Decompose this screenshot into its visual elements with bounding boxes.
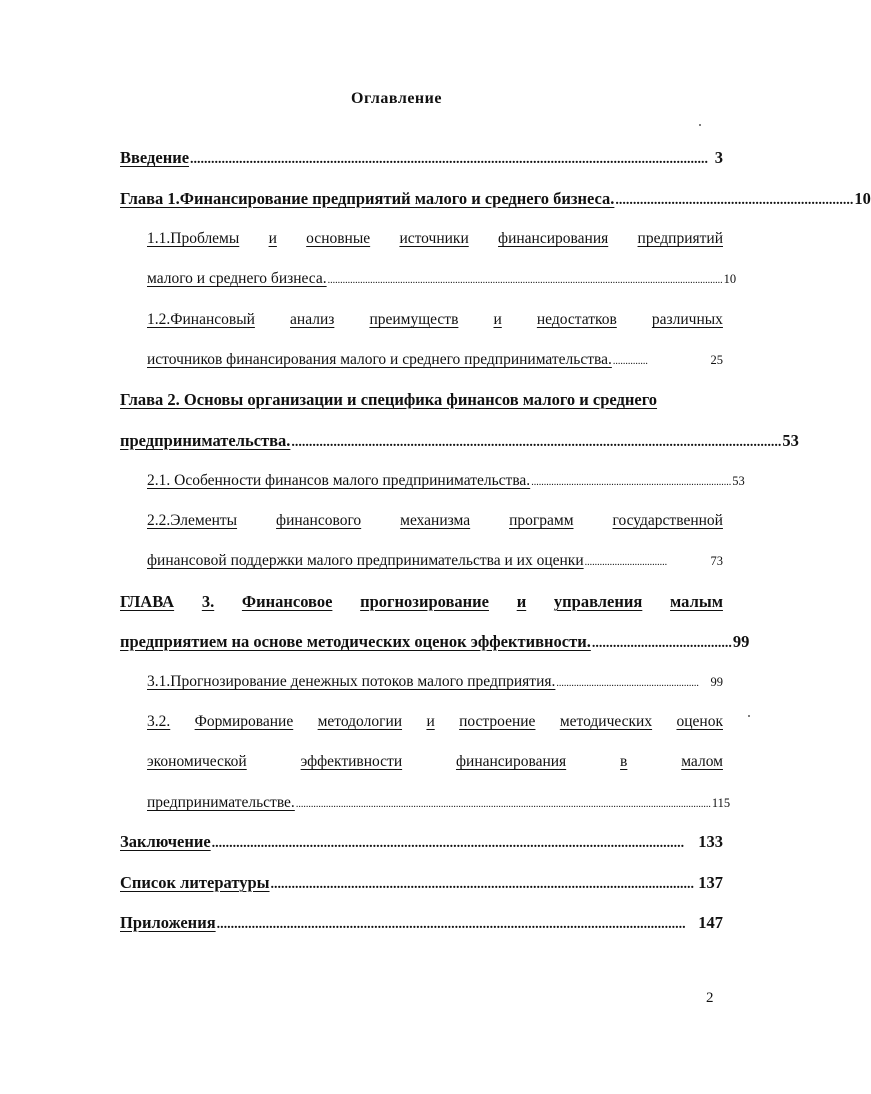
toc-entry-label: Глава 1.Финансирование предприятий малого и среднего бизнеса.	[120, 189, 615, 208]
toc-entry-label: источников финансирования малого и среднего предпринимательства.	[147, 351, 612, 368]
toc-word: 1.1.Проблемы	[147, 230, 240, 247]
toc-entry-label: финансовой поддержки малого предпринимательства и их оценки	[147, 552, 584, 569]
toc-word: и	[268, 230, 277, 247]
toc-word: Формирование	[194, 713, 294, 730]
dot-leader: ..............	[612, 356, 648, 367]
toc-page-number: 10	[854, 189, 871, 208]
toc-entry-label: Список литературы	[120, 873, 270, 892]
toc-entry-section-2-2-line1[interactable]	[147, 512, 723, 530]
toc-word: финансового	[276, 512, 362, 529]
page-title: Оглавление	[351, 90, 442, 107]
toc-entry-chapter-2-line1[interactable]	[120, 390, 723, 410]
toc-entry-label: 3.1.Прогнозирование денежных потоков малого предприятия.	[147, 673, 556, 690]
toc-word: основные	[306, 230, 371, 247]
toc-page-number: 147	[698, 913, 723, 932]
toc-word: финансирования	[455, 753, 567, 770]
toc-word: 3.	[201, 592, 215, 611]
toc-word: 3.2.	[147, 713, 171, 730]
toc-entry-section-1-2-line1[interactable]	[147, 311, 723, 329]
toc-entry-chapter-1[interactable]	[120, 189, 871, 209]
toc-word: и	[493, 311, 502, 328]
toc-word: методологии	[317, 713, 403, 730]
toc-entry-section-3-2-line3[interactable]	[147, 794, 731, 812]
toc-entry-label: малого и среднего бизнеса.	[147, 270, 327, 287]
toc-page-number: 115	[711, 796, 731, 810]
toc-word: управления	[553, 592, 643, 611]
toc-word: прогнозирование	[360, 592, 489, 611]
toc-entry-section-1-1-line2[interactable]	[147, 270, 737, 288]
toc-word: анализ	[290, 311, 335, 328]
dot-leader: ........................................	[591, 636, 732, 651]
toc-entry-section-1-1-line1[interactable]	[147, 230, 723, 248]
toc-word: Финансовое	[241, 592, 333, 611]
toc-word: 1.2.Финансовый	[147, 311, 255, 328]
toc-word: и	[516, 592, 527, 611]
dot-leader: ....................................................................................................................................................	[190, 152, 709, 167]
toc-page-number: 137	[698, 873, 723, 892]
toc-entry-chapter-3-line1[interactable]	[120, 592, 723, 612]
dot-leader: .......................................................................................................................................	[211, 836, 685, 851]
toc-entry-label: Глава 2. Основы организации и специфика финансов малого и среднего	[120, 390, 658, 409]
toc-entry-section-3-1[interactable]	[147, 673, 723, 691]
toc-entry-chapter-2-line2[interactable]	[120, 431, 799, 451]
dot-leader: .........................................................	[556, 678, 699, 689]
toc-word: источники	[399, 230, 469, 247]
toc-word: эффективности	[300, 753, 403, 770]
toc-page-number: 73	[710, 554, 723, 568]
toc-word: механизма	[400, 512, 471, 529]
toc-page-number: 99	[710, 675, 723, 689]
dot-leader: ......................................................................................................................................................................	[295, 799, 711, 810]
toc-word: 2.2.Элементы	[147, 512, 238, 529]
toc-word: в	[620, 753, 628, 770]
toc-entry-label: предпринимательства.	[120, 431, 291, 450]
scan-speck	[699, 124, 701, 126]
toc-entry-label: Заключение	[120, 832, 211, 851]
toc-page-number: 3	[714, 148, 723, 167]
toc-entry-section-3-2-line2[interactable]	[147, 753, 723, 771]
toc-word: предприятий	[637, 230, 723, 247]
toc-entry-label: Приложения	[120, 913, 216, 932]
toc-page-number: 53	[732, 474, 745, 488]
toc-entry-introduction[interactable]	[120, 148, 723, 168]
toc-word: преимуществ	[369, 311, 459, 328]
toc-word: программ	[509, 512, 574, 529]
toc-entry-appendix[interactable]	[120, 913, 723, 933]
toc-entry-conclusion[interactable]	[120, 832, 723, 852]
dot-leader: .........................................................................................................................	[270, 877, 695, 892]
dot-leader: ..............................................................................................................................................................	[327, 275, 723, 286]
toc-entry-references[interactable]	[120, 873, 723, 893]
toc-entry-section-1-2-line2[interactable]	[147, 351, 723, 369]
page-number: 2	[706, 990, 714, 1006]
dot-leader: ............................................................................................................................................	[291, 435, 782, 450]
toc-word: недостатков	[536, 311, 617, 328]
toc-entry-label: Введение	[120, 148, 190, 167]
dot-leader: ................................................................................	[531, 477, 732, 488]
toc-entry-section-2-1[interactable]	[147, 472, 745, 490]
toc-word: финансирования	[498, 230, 609, 247]
toc-page-number: 53	[782, 431, 799, 450]
toc-word: экономической	[147, 753, 247, 770]
toc-entry-label: предпринимательстве.	[147, 794, 295, 811]
toc-entry-label: предприятием на основе методических оценок эффективности.	[120, 632, 591, 651]
toc-word: методических	[559, 713, 653, 730]
toc-word: оценок	[676, 713, 723, 730]
toc-word: различных	[651, 311, 723, 328]
toc-entry-section-2-2-line2[interactable]	[147, 552, 723, 570]
dot-leader: ....................................................................	[615, 193, 854, 208]
toc-entry-section-3-2-line1[interactable]	[147, 713, 723, 731]
scan-speck	[748, 715, 750, 717]
toc-page-number: 99	[732, 632, 750, 651]
toc-word: государственной	[612, 512, 723, 529]
toc-word: и	[426, 713, 435, 730]
toc-entry-label: 2.1. Особенности финансов малого предпринимательства.	[147, 472, 531, 489]
toc-word: малом	[681, 753, 723, 770]
toc-page-number: 10	[723, 272, 737, 286]
dot-leader: .................................	[584, 557, 668, 568]
toc-page-number: 133	[698, 832, 723, 851]
toc-word: малым	[670, 592, 723, 611]
toc-entry-chapter-3-line2[interactable]	[120, 632, 750, 652]
dot-leader: ......................................................................................................................................	[216, 917, 686, 932]
toc-page-number: 25	[710, 353, 723, 367]
toc-word: ГЛАВА	[120, 592, 175, 611]
toc-word: построение	[459, 713, 536, 730]
